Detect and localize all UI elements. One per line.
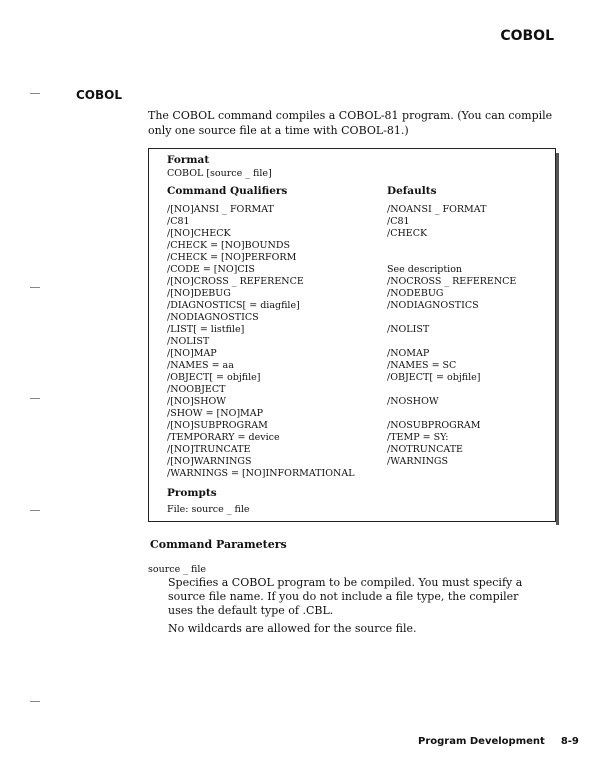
- box-shadow: [556, 153, 559, 525]
- qualifier-item: /TEMPORARY = device: [167, 432, 280, 443]
- default-item: [387, 252, 516, 264]
- qualifiers-list: [167, 204, 355, 480]
- default-item: /CHECK: [387, 228, 428, 239]
- margin-mark: [30, 701, 40, 702]
- format-heading: Format: [167, 154, 210, 166]
- default-item: See description: [387, 264, 463, 275]
- default-item: /NOCROSS _ REFERENCE: [387, 276, 517, 287]
- qualifier-item: /WARNINGS = [NO]INFORMATIONAL: [167, 468, 355, 479]
- default-item: [387, 384, 516, 396]
- qualifier-item: /DIAGNOSTICS[ = diagfile]: [167, 300, 300, 311]
- defaults-heading: Defaults: [387, 185, 437, 197]
- margin-mark: [30, 510, 40, 511]
- param-note: No wildcards are allowed for the source file.: [168, 622, 417, 635]
- default-item: [387, 468, 516, 480]
- qualifier-item: /[NO]WARNINGS: [167, 456, 252, 467]
- margin-mark: [30, 93, 40, 94]
- default-item: /TEMP = SY:: [387, 432, 449, 443]
- prompts-heading: Prompts: [167, 487, 217, 499]
- page-number: 8-9: [560, 736, 579, 747]
- page-footer: [418, 736, 579, 747]
- default-item: /NOTRUNCATE: [387, 444, 463, 455]
- qualifier-item: /CHECK = [NO]PERFORM: [167, 252, 297, 263]
- param-description: Specifies a COBOL program to be compiled. You must specify a source file name. If you do not include a file type, the compiler uses the default type of .CBL.: [168, 576, 523, 617]
- qualifier-item: /[NO]CHECK: [167, 228, 231, 239]
- format-line: COBOL [source _ file]: [167, 168, 272, 179]
- qualifier-item: /[NO]MAP: [167, 348, 217, 359]
- qualifier-item: /NOLIST: [167, 336, 210, 347]
- qualifier-item: /[NO]TRUNCATE: [167, 444, 251, 455]
- default-item: [387, 336, 516, 348]
- section-title: COBOL: [76, 88, 123, 102]
- qualifier-item: /[NO]SHOW: [167, 396, 227, 407]
- qualifier-item: /[NO]ANSI _ FORMAT: [167, 204, 274, 215]
- default-item: [387, 312, 516, 324]
- margin-mark: [30, 287, 40, 288]
- footer-title: Program Development: [418, 736, 545, 747]
- default-item: [387, 408, 516, 420]
- qualifier-item: /LIST[ = listfile]: [167, 324, 245, 335]
- qualifier-item: /[NO]SUBPROGRAM: [167, 420, 268, 431]
- qualifier-item: /C81: [167, 216, 190, 227]
- qualifier-item: /SHOW = [NO]MAP: [167, 408, 264, 419]
- qualifier-item: /[NO]CROSS _ REFERENCE: [167, 276, 304, 287]
- default-item: /NOSUBPROGRAM: [387, 420, 481, 431]
- param-name: source _ file: [148, 564, 206, 575]
- default-item: /C81: [387, 216, 410, 227]
- qualifier-item: /[NO]DEBUG: [167, 288, 231, 299]
- qualifier-item: /OBJECT[ = objfile]: [167, 372, 261, 383]
- params-heading: Command Parameters: [150, 538, 287, 551]
- default-item: /WARNINGS: [387, 456, 448, 467]
- qualifier-item: /CHECK = [NO]BOUNDS: [167, 240, 290, 251]
- default-item: /NOMAP: [387, 348, 430, 359]
- default-item: [387, 240, 516, 252]
- qualifier-item: /NAMES = aa: [167, 360, 234, 371]
- qualifier-item: /CODE = [NO]CIS: [167, 264, 255, 275]
- prompts-line: File: source _ file: [167, 504, 250, 515]
- intro-paragraph: The COBOL command compiles a COBOL-81 program. (You can compile only one source file at a time with COBOL-81.): [148, 109, 553, 137]
- running-head: COBOL: [500, 28, 554, 44]
- default-item: /NAMES = SC: [387, 360, 457, 371]
- command-summary-box: [148, 148, 556, 522]
- default-item: /NODEBUG: [387, 288, 444, 299]
- margin-mark: [30, 398, 40, 399]
- defaults-list: [387, 204, 516, 480]
- default-item: /NOANSI _ FORMAT: [387, 204, 487, 215]
- default-item: /OBJECT[ = objfile]: [387, 372, 481, 383]
- default-item: /NODIAGNOSTICS: [387, 300, 479, 311]
- qualifier-item: /NODIAGNOSTICS: [167, 312, 259, 323]
- qualifier-item: /NOOBJECT: [167, 384, 226, 395]
- qualifiers-heading: Command Qualifiers: [167, 185, 288, 197]
- default-item: /NOSHOW: [387, 396, 439, 407]
- default-item: /NOLIST: [387, 324, 430, 335]
